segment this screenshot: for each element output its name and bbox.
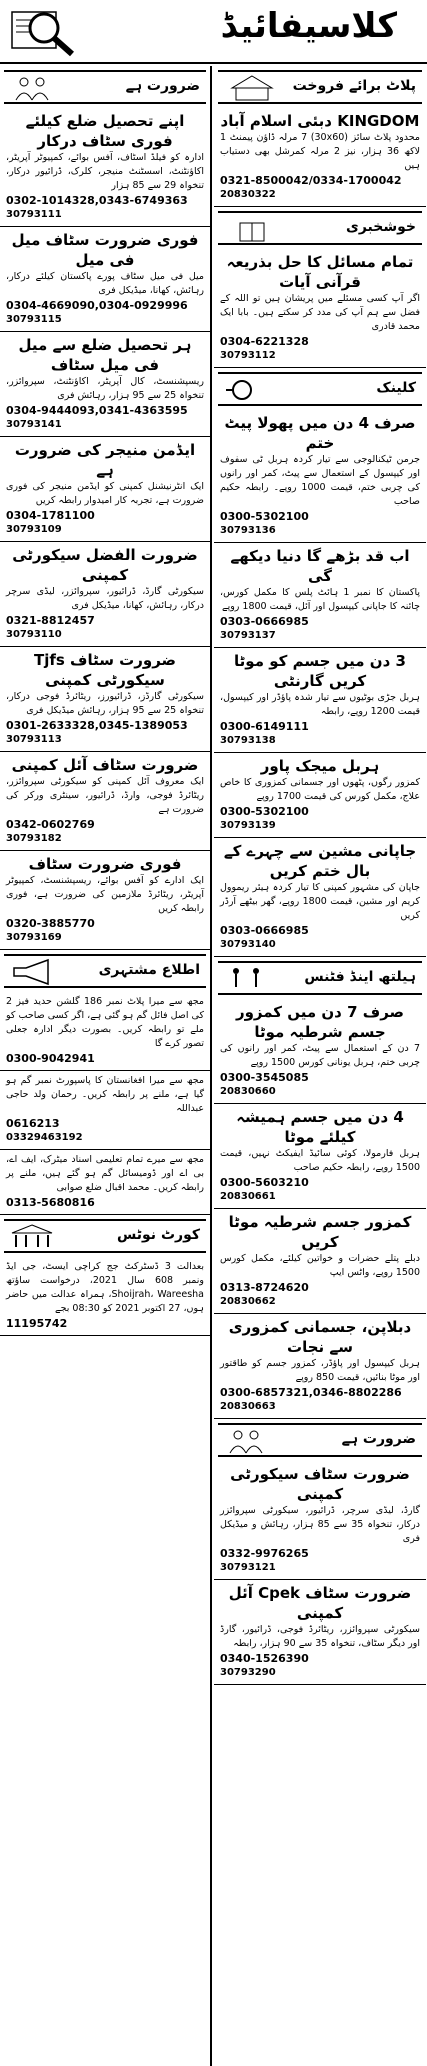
ad-body: دبلے پتلے حضرات و خواتین کیلئے، مکمل کورس 1500 روپے، واٹس ایپ — [220, 1253, 420, 1278]
ad — [0, 1071, 210, 1150]
ad-code: 30793113 — [6, 734, 62, 745]
ad — [0, 992, 210, 1071]
ad-code: 30793137 — [220, 630, 276, 641]
ad-code: 30793112 — [220, 350, 276, 361]
ad-code: 30793109 — [6, 524, 62, 535]
ad-body: ایک ادارے کو آفس بوائے، ریسپشنسٹ، کمپیوٹر آپریٹر، ریٹائرڈ ملازمین کی ضرورت ہے، فوری رابطہ کریں — [6, 875, 204, 914]
ad-body: مجھ سے میرا پلاٹ نمبر 186 گلشن حدید فیز 2 کی اصل فائل گم ہو گئی ہے، اگر کسی صاحب کو ملے تو رابطہ کریں۔ بصورت دیگر ادارہ جعلی تصور کرے گا — [6, 996, 205, 1049]
ad — [214, 1209, 426, 1314]
ad-phone: 11195742 — [6, 1317, 68, 1330]
ad — [214, 753, 426, 838]
ad — [214, 249, 426, 368]
ad-code: 20830663 — [220, 1401, 276, 1412]
ad-phone: 0300-9042941 — [6, 1052, 95, 1065]
ad — [0, 752, 210, 851]
section-header-clinic — [218, 372, 422, 406]
ad-phone: 0321-8812457 — [6, 614, 95, 627]
ad-code: 30793110 — [6, 629, 62, 640]
ad — [214, 1314, 426, 1419]
ad-code: 30793115 — [6, 314, 62, 325]
ad-phone: 0304-1781100 — [6, 509, 95, 522]
ad-heading: فوری ضرورت سٹاف — [28, 855, 182, 873]
ad-code: 30793140 — [220, 939, 276, 950]
ad — [214, 1580, 426, 1685]
ad — [214, 108, 426, 207]
ad-code: 30793121 — [220, 1562, 276, 1573]
ad — [0, 108, 210, 227]
ad-body: میل فی میل سٹاف پورے پاکستان کیلئے درکار، رہائش، کھانا، میڈیکل فری — [6, 271, 204, 296]
section-header-plots — [218, 70, 422, 104]
ad-phone: 0320-3885770 — [6, 917, 95, 930]
magnifier-icon — [8, 4, 78, 58]
ad-heading: ضرورت سٹاف سیکورٹی کمپنی — [230, 1465, 410, 1503]
ad-phone: 0300-5603210 — [220, 1176, 309, 1189]
ad-phone: 0332-9976265 — [220, 1547, 309, 1560]
ad — [214, 410, 426, 543]
text: خوشخبری — [346, 219, 416, 235]
ad-code: 30793141 — [6, 419, 62, 430]
ad-body: ہربل فارمولا، کوئی سائیڈ ایفیکٹ نہیں، قیمت 1500 روپے، رابطہ حکیم صاحب — [220, 1148, 420, 1173]
section-header-wanted-left — [4, 70, 206, 104]
ad-code: 30793290 — [220, 1667, 276, 1678]
ad — [214, 1461, 426, 1580]
ad-body: ہربل جڑی بوٹیوں سے تیار شدہ پاؤڈر اور کیپسول، قیمت 1200 روپے، رابطہ — [220, 692, 420, 717]
ad-code: 30793136 — [220, 525, 276, 536]
ad-body: گارڈ، لیڈی سرچر، ڈرائیور، سیکورٹی سپروائزر درکار، تنخواہ 35 سے 85 ہزار، رہائش و میڈیکل فری — [220, 1505, 420, 1544]
gift-icon — [222, 215, 282, 243]
ad-code: 03329463192 — [6, 1132, 83, 1143]
section-header-health — [218, 961, 422, 995]
ad-heading: اب قد بڑھے گا دنیا دیکھے گی — [230, 547, 410, 585]
ad-heading: ضرورت سٹاف Cpek آئل کمپنی — [228, 1584, 412, 1622]
ad-body: سیکورٹی سپروائزر، ریٹائرڈ فوجی، ڈرائیور، گارڈ اور دیگر سٹاف، تنخواہ 35 سے 90 ہزار، رابطہ — [220, 1624, 420, 1649]
section-header-notice — [4, 954, 206, 988]
ad-code: 20830660 — [220, 1086, 276, 1097]
ad-heading: ہر تحصیل ضلع سے میل فی میل سٹاف — [18, 336, 192, 374]
ad-body: ہربل کیپسول اور پاؤڈر، کمزور جسم کو طاقتور اور موٹا بنائیں، قیمت 850 روپے — [220, 1358, 420, 1383]
ad-body: ایک انٹرنیشنل کمپنی کو ایڈمن منیجر کی فوری ضرورت ہے، تجربہ کار امیدوار رابطہ کریں — [6, 481, 204, 506]
ad — [0, 542, 210, 647]
ad — [214, 648, 426, 753]
people-icon — [222, 1427, 282, 1455]
text: پلاٹ برائے فروخت — [292, 78, 416, 94]
section-header-wanted-right — [218, 1423, 422, 1457]
ad-heading: فوری ضرورت سٹاف میل فی میل — [11, 231, 199, 269]
right-column — [214, 66, 426, 2066]
text: ہیلتھ اینڈ فٹنس — [304, 969, 416, 985]
ad-phone: 0300-5302100 — [220, 510, 309, 523]
ad-phone: 0301-2633328,0345-1389053 — [6, 719, 188, 732]
ad-heading: KINGDOM دبئی اسلام آباد — [220, 112, 420, 130]
ad-phone: 0300-3545085 — [220, 1071, 309, 1084]
ad-phone: 0313-5680816 — [6, 1196, 95, 1209]
ad-heading: ضرورت سٹاف Tjfs سیکورٹی کمپنی — [33, 651, 177, 689]
ad-body: مجھ سے میرے تمام تعلیمی اسناد میٹرک، ایف اے، بی اے اور ڈومیسائل گم ہو گئے ہیں، ملنے پر رابطہ کریں۔ محمد اقبال ضلع صوابی — [6, 1154, 204, 1193]
ad — [0, 851, 210, 950]
house-icon — [222, 74, 282, 102]
stethoscope-icon — [222, 376, 282, 404]
ad-body: ایک معروف آئل کمپنی کو سیکورٹی سپروائزر، ریٹائرڈ فوجی، وارڈ، ڈرائیور، سینٹری ورکر کی ضرورت ہے — [6, 776, 204, 815]
ad — [214, 838, 426, 957]
ad-phone: 0304-6221328 — [220, 335, 309, 348]
ad-code: 30793139 — [220, 820, 276, 831]
ad-body: پاکستان کا نمبر 1 ہائٹ پلس کا مکمل کورس، چائنہ کا جاپانی کیپسول اور آئل، قیمت 1800 روپے — [220, 587, 420, 612]
text: کورٹ نوٹس — [116, 1227, 200, 1243]
text: کلینک — [376, 380, 416, 396]
ad-heading: صرف 7 دن میں کمزور جسم شرطیہ موٹا — [235, 1003, 405, 1041]
ad-heading: ہربل میجک پاور — [260, 757, 380, 775]
ad-body: محدود پلاٹ سائز (30x60) 7 مرلہ ڈاؤن پیمنٹ 1 لاکھ 36 ہزار، نیز 2 مرلہ کمرشل بھی دستیاب ہیں — [220, 132, 421, 171]
ad-phone: 0303-0666985 — [220, 615, 309, 628]
ad-code: 20830662 — [220, 1296, 276, 1307]
courthouse-icon — [8, 1223, 68, 1251]
people-icon — [8, 74, 68, 102]
exercise-icon — [222, 965, 282, 993]
ad-body: ادارہ کو فیلڈ اسٹاف، آفس بوائے، کمپیوٹر آپریٹر، اکاؤنٹنٹ، اسسٹنٹ منیجر، کلرک، ڈرائیور درکار، تنخواہ 29 سے 85 ہزار — [6, 152, 204, 191]
ad-phone: 0300-6857321,0346-8802286 — [220, 1386, 402, 1399]
ad-heading: کمزور جسم شرطیہ موٹا کریں — [228, 1213, 412, 1251]
ad-phone: 0616213 — [6, 1117, 60, 1130]
ad — [214, 999, 426, 1104]
page-title: کلاسیفائیڈ — [220, 6, 397, 46]
ad-body: سیکورٹی گارڈ، ڈرائیور، سپروائزر، لیڈی سرچر درکار، رہائش، کھانا، میڈیکل فری — [6, 586, 204, 611]
text: اطلاع مشتہری — [98, 962, 200, 978]
ad — [214, 543, 426, 648]
masthead — [0, 0, 427, 64]
ad-phone: 0303-0666985 — [220, 924, 309, 937]
ad-phone: 0302-1014328,0343-6749363 — [6, 194, 188, 207]
ad-code: 30793169 — [6, 932, 62, 943]
ad-body: جرمن ٹیکنالوجی سے تیار کردہ ہربل ٹی سفوف اور کیپسول کے استعمال سے پیٹ، کمر اور رانوں کی چربی ختم، قیمت 1000 روپے۔ رابطہ حکیم صاحب — [220, 454, 420, 507]
megaphone-icon — [8, 958, 68, 986]
ad — [214, 1104, 426, 1209]
ad-body: 7 دن کے استعمال سے پیٹ، کمر اور رانوں کی چربی ختم، ہربل یونانی کورس 1500 روپے — [220, 1043, 420, 1068]
ad-body: مجھ سے میرا افغانستان کا پاسپورٹ نمبر گم ہو گیا ہے، ملنے پر رابطہ کریں۔ رحمان ولد حاجی عبداللہ — [6, 1075, 204, 1114]
ad-heading: ایڈمن منیجر کی ضرورت ہے — [14, 441, 196, 479]
section-header-court — [4, 1219, 206, 1253]
ad-body: سیکورٹی گارڈز، ڈرائیورز، ریٹائرڈ فوجی درکار، تنخواہ 25 سے 95 ہزار، رہائش میڈیکل فری — [6, 691, 204, 716]
ad-heading: 4 دن میں جسم ہمیشہ کیلئے موٹا — [236, 1108, 404, 1146]
text: ضرورت ہے — [341, 1431, 416, 1447]
ad — [0, 437, 210, 542]
ad-phone: 0321-8500042/0334-1700042 — [220, 174, 402, 187]
ad-heading: صرف 4 دن میں پھولا پیٹ ختم — [224, 414, 416, 452]
ad-phone: 0300-6149111 — [220, 720, 309, 733]
ad-phone: 0313-8724620 — [220, 1281, 309, 1294]
ad-body: بعدالت 3 ڈسٹرکٹ جج کراچی ایسٹ، جی ایڈ ونمبر 608 سال 2021، درخواست ساؤتھ Shoijrah، Wareesha، ہمراہ عدالت میں حاضر ہوں، 27 اکتوبر 2021 کو 08:30 بجے — [6, 1261, 205, 1314]
text: ضرورت ہے — [125, 78, 200, 94]
left-column — [0, 66, 212, 2066]
ad — [0, 227, 210, 332]
ad-heading: جاپانی مشین سے چہرے کے بال ختم کریں — [223, 842, 417, 880]
ad-phone: 0304-4669090,0304-0929996 — [6, 299, 188, 312]
ad — [0, 1257, 210, 1336]
ad — [0, 332, 210, 437]
ad-code: 30793111 — [6, 209, 62, 220]
ad-heading: دبلاپن، جسمانی کمزوری سے نجات — [228, 1318, 412, 1356]
ad-phone: 0304-9444093,0341-4363595 — [6, 404, 188, 417]
ad-code: 20830661 — [220, 1191, 276, 1202]
ad-body: ریسپشنسٹ، کال آپریٹر، اکاؤنٹنٹ، سپروائزر، تنخواہ 25 سے 95 ہزار، رہائش فری — [6, 376, 204, 401]
ad-code: 30793182 — [6, 833, 62, 844]
ad-heading: تمام مسائل کا حل بذریعہ قرآنی آیات — [226, 253, 414, 291]
ad-code: 20830322 — [220, 189, 276, 200]
ad-phone: 0340-1526390 — [220, 1652, 309, 1665]
ad-phone: 0342-0602769 — [6, 818, 95, 831]
ad — [0, 1150, 210, 1215]
ad — [0, 647, 210, 752]
section-header-good-news — [218, 211, 422, 245]
ad-heading: ضرورت الفضل سیکورٹی کمپنی — [12, 546, 198, 584]
ad-phone: 0300-5302100 — [220, 805, 309, 818]
ad-heading: 3 دن میں جسم کو موٹا کریں گارنٹی — [234, 652, 406, 690]
ad-body: اگر آپ کسی مسئلے میں پریشان ہیں تو اللہ کے فضل سے ہم آپ کی مدد کر سکتے ہیں۔ بابا ایک محمد قادری — [220, 293, 420, 332]
ad-code: 30793138 — [220, 735, 276, 746]
ad-body: کمزور رگوں، پٹھوں اور جسمانی کمزوری کا خاص علاج، مکمل کورس کی قیمت 1700 روپے — [220, 777, 420, 802]
ad-heading: ضرورت سٹاف آئل کمپنی — [11, 756, 199, 774]
ad-body: جاپان کی مشہور کمپنی کا تیار کردہ ہیئر ریموول کریم اور مشین، قیمت 1800 روپے، گھر بیٹھے آرڈر کریں — [220, 882, 420, 921]
ad-heading: اپنے تحصیل ضلع کیلئے فوری سٹاف درکار — [25, 112, 185, 150]
